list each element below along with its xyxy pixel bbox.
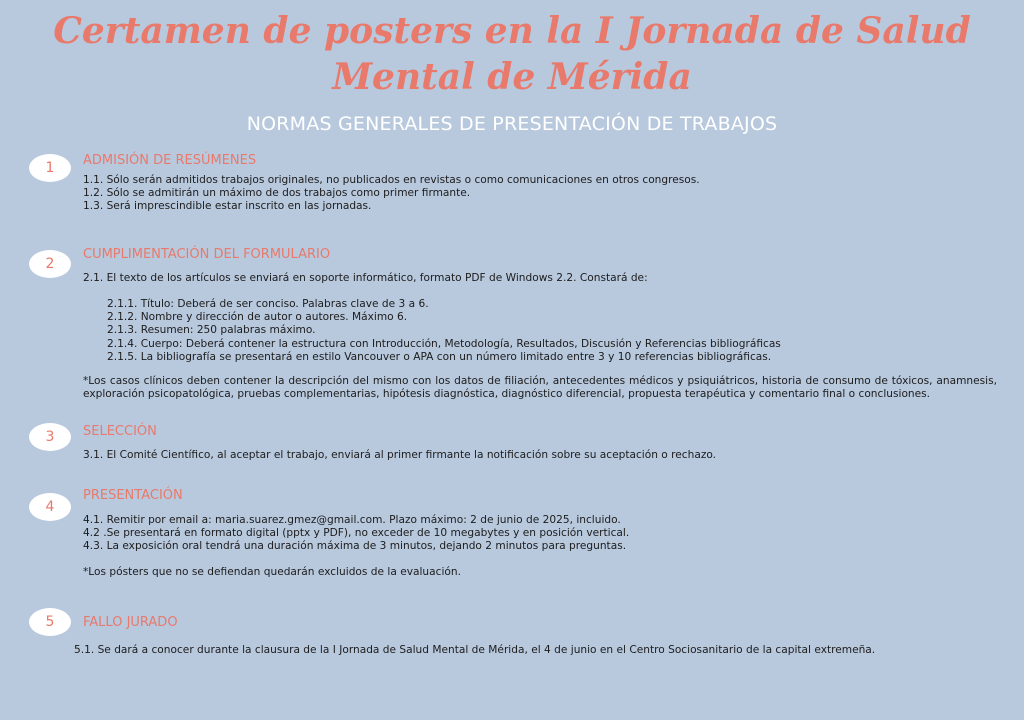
- section-body: [83, 272, 648, 285]
- section-number-badge: 2: [29, 250, 71, 278]
- rule-line: 1.3. Será imprescindible estar inscrito en las jornadas.: [83, 200, 372, 213]
- rule-line: 4.3. La exposición oral tendrá una duración máxima de 3 minutos, dejando 2 minutos para preguntas.: [83, 540, 627, 553]
- section-number-badge: 1: [29, 154, 71, 182]
- rule-line: 4.1. Remitir por email a: maria.suarez.gmez@gmail.com. Plazo máximo: 2 de junio de 2025, incluido.: [83, 514, 621, 526]
- rule-line: 5.1. Se dará a conocer durante la clausura de la I Jornada de Salud Mental de Mérida, el 4 de junio en el Centro Sociosanitario de la capital extremeña.: [74, 644, 876, 656]
- subrule-line: 2.1.4. Cuerpo: Deberá contener la estructura con Introducción, Metodología, Resultados, Discusión y Referencias bibliográficas: [107, 337, 781, 350]
- section-heading: PRESENTACIÓN: [83, 488, 183, 503]
- rule-line: 3.1. El Comité Científico, al aceptar el trabajo, enviará al primer firmante la notificación sobre su aceptación o rechazo.: [83, 449, 717, 461]
- section-note: [83, 566, 461, 579]
- section-body: [83, 514, 629, 554]
- subrule-line: 2.1.5. La bibliografía se presentará en estilo Vancouver o APA con un número limitado entre 3 y 10 referencias bibliográficas.: [107, 350, 772, 363]
- title-line-2: Mental de Mérida: [332, 56, 692, 98]
- section-number-badge: 3: [29, 423, 71, 451]
- section-heading: CUMPLIMENTACIÓN DEL FORMULARIO: [83, 247, 331, 262]
- section-note: [83, 375, 997, 401]
- section-body: [83, 174, 700, 214]
- note-text: *Los pósters que no se defiendan quedarán excluidos de la evaluación.: [83, 566, 461, 578]
- rule-line: 1.2. Sólo se admitirán un máximo de dos trabajos como primer firmante.: [83, 187, 471, 200]
- subrule-line: 2.1.1. Título: Deberá de ser conciso. Palabras clave de 3 a 6.: [107, 298, 429, 310]
- note-text: *Los casos clínicos deben contener la descripción del mismo con los datos de filiación, antecedentes médicos y psiquiátricos, historia de consumo de tóxicos, anamnesis, exploración psicopatológica, pruebas complementarias, hipótesis diagnóstica, diagnóstico diferencial, propuesta terapéutica y comentario final o conclusiones.: [83, 375, 997, 401]
- rule-line: 4.2 .Se presentará en formato digital (pptx y PDF), no exceder de 10 megabytes y en posición vertical.: [83, 527, 630, 540]
- section-number-badge: 5: [29, 608, 71, 636]
- section-heading: ADMISIÓN DE RESÚMENES: [83, 153, 257, 168]
- subrule-list: [83, 298, 781, 364]
- page-subtitle: NORMAS GENERALES DE PRESENTACIÓN DE TRABAJOS: [246, 113, 778, 135]
- section-body: [83, 449, 716, 462]
- section-heading: FALLO JURADO: [83, 615, 178, 630]
- subrule-line: 2.1.3. Resumen: 250 palabras máximo.: [107, 324, 316, 337]
- section-body: [74, 644, 954, 657]
- page-title: [0, 8, 1024, 100]
- section-number-badge: 4: [29, 493, 71, 521]
- section-heading: SELECCIÓN: [83, 424, 157, 439]
- subrule-line: 2.1.2. Nombre y dirección de autor o autores. Máximo 6.: [107, 311, 408, 324]
- rule-line: 1.1. Sólo serán admitidos trabajos originales, no publicados en revistas o como comunicaciones en otros congresos.: [83, 174, 700, 186]
- rule-line: 2.1. El texto de los artículos se enviará en soporte informático, formato PDF de Windows 2.2. Constará de:: [83, 272, 648, 284]
- title-line-1: Certamen de posters en la I Jornada de Salud: [53, 10, 971, 52]
